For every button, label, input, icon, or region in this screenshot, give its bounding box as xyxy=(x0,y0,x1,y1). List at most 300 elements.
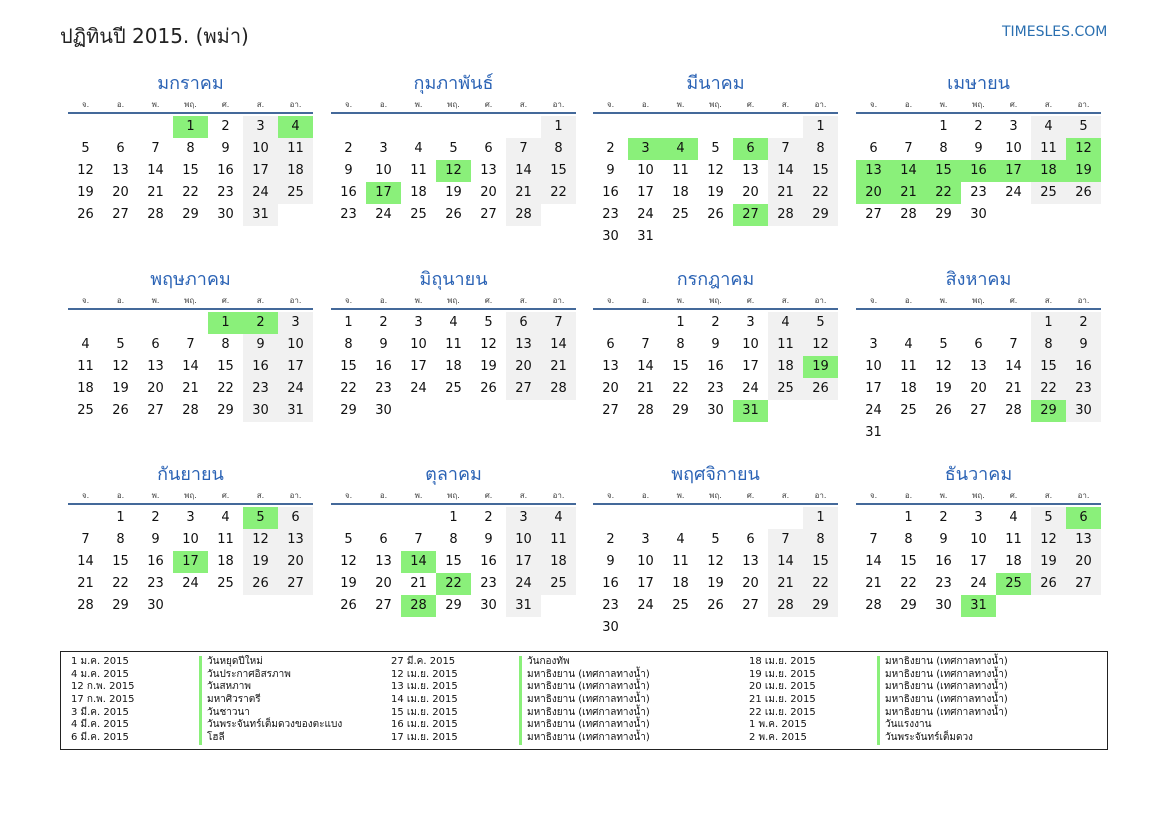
day-cell: 23 xyxy=(147,576,164,591)
day-cell: 30 xyxy=(602,620,619,635)
page-title: ปฏิทินปี 2015. (พม่า) xyxy=(60,24,249,48)
day-cell: 12 xyxy=(480,337,497,352)
weekday-label: ส. xyxy=(519,296,528,305)
day-cell: 12 xyxy=(1031,529,1066,551)
day-cell: 1 xyxy=(939,119,948,134)
holiday-day-cell: 18 xyxy=(1031,160,1066,182)
day-cell: 19 xyxy=(707,576,724,591)
day-cell: 19 xyxy=(243,551,278,573)
day-cell: 16 xyxy=(602,576,619,591)
weekday-header xyxy=(68,489,313,505)
day-cell: 25 xyxy=(672,598,689,613)
empty-cell xyxy=(768,507,803,529)
weekday-label: จ. xyxy=(869,100,878,109)
day-cell: 24 xyxy=(637,207,654,222)
holiday-date: 4 มี.ค. 2015 xyxy=(71,719,129,731)
holiday-name: มหาธิงยาน (เทศกาลทางน้ำ) xyxy=(519,669,650,682)
day-cell: 3 xyxy=(746,315,755,330)
empty-cell xyxy=(628,507,663,529)
weekday-label: อ. xyxy=(116,491,125,500)
holiday-name: มหาธิงยาน (เทศกาลทางน้ำ) xyxy=(877,669,1008,682)
holiday-date: 6 มี.ค. 2015 xyxy=(71,732,129,744)
day-cell: 10 xyxy=(506,529,541,551)
weekday-label: ศ. xyxy=(746,100,755,109)
day-cell: 14 xyxy=(182,359,199,374)
day-cell: 19 xyxy=(112,381,129,396)
day-cell: 10 xyxy=(410,337,427,352)
weekday-header xyxy=(331,489,576,505)
day-cell: 30 xyxy=(1066,400,1101,422)
holiday-name: มหาศิวราตรี xyxy=(199,694,261,707)
day-cell: 23 xyxy=(1066,378,1101,400)
day-cell: 18 xyxy=(672,185,689,200)
day-cell: 8 xyxy=(449,532,458,547)
day-cell: 26 xyxy=(707,598,724,613)
day-cell: 23 xyxy=(480,576,497,591)
day-cell: 7 xyxy=(904,141,913,156)
weekday-label: อา. xyxy=(289,100,302,109)
day-cell: 5 xyxy=(711,141,720,156)
day-cell: 12 xyxy=(707,163,724,178)
day-cell: 11 xyxy=(1031,138,1066,160)
month-calendar xyxy=(593,70,838,248)
holiday-date: 1 พ.ค. 2015 xyxy=(749,719,807,731)
day-cell: 5 xyxy=(1066,116,1101,138)
day-cell: 17 xyxy=(410,359,427,374)
weekday-label: พฤ. xyxy=(972,491,985,500)
holiday-date: 4 ม.ค. 2015 xyxy=(71,668,129,680)
day-cell: 24 xyxy=(742,381,759,396)
holiday-date: 12 เม.ย. 2015 xyxy=(391,668,458,680)
weekday-label: พ. xyxy=(676,491,685,500)
day-cell: 31 xyxy=(637,229,654,244)
day-cell: 24 xyxy=(410,381,427,396)
day-cell: 13 xyxy=(480,163,497,178)
holiday-date: 21 เม.ย. 2015 xyxy=(749,694,816,706)
weekday-label: อ. xyxy=(641,296,650,305)
day-cell: 11 xyxy=(410,163,427,178)
day-cell: 17 xyxy=(506,551,541,573)
day-cell: 20 xyxy=(480,185,497,200)
day-cell: 20 xyxy=(278,551,313,573)
holiday-day-cell: 25 xyxy=(996,573,1031,595)
weekday-label: อ. xyxy=(641,491,650,500)
holiday-day-cell: 22 xyxy=(926,182,961,204)
day-cell: 5 xyxy=(116,337,125,352)
day-cell: 14 xyxy=(1005,359,1022,374)
day-cell: 16 xyxy=(707,359,724,374)
empty-cell xyxy=(856,312,891,334)
weekday-label: ส. xyxy=(256,491,265,500)
weekday-label: จ. xyxy=(606,491,615,500)
day-cell: 3 xyxy=(186,510,195,525)
day-cell: 27 xyxy=(742,598,759,613)
day-grid xyxy=(856,116,1101,226)
weekday-header xyxy=(331,98,576,114)
empty-cell xyxy=(138,312,173,334)
day-cell: 3 xyxy=(1009,119,1018,134)
holiday-day-cell: 15 xyxy=(926,160,961,182)
holiday-date: 27 มี.ค. 2015 xyxy=(391,656,456,667)
day-cell: 23 xyxy=(375,381,392,396)
day-cell: 29 xyxy=(445,598,462,613)
month-name: มกราคม xyxy=(157,73,224,94)
day-cell: 5 xyxy=(449,141,458,156)
day-cell: 3 xyxy=(869,337,878,352)
day-cell: 29 xyxy=(340,403,357,418)
day-cell: 11 xyxy=(541,529,576,551)
day-cell: 8 xyxy=(803,138,838,160)
day-cell: 31 xyxy=(865,425,882,440)
day-cell: 21 xyxy=(147,185,164,200)
weekday-label: อา. xyxy=(289,491,302,500)
day-cell: 14 xyxy=(506,160,541,182)
day-cell: 19 xyxy=(935,381,952,396)
weekday-label: ส. xyxy=(1044,296,1053,305)
day-cell: 19 xyxy=(480,359,497,374)
day-cell: 18 xyxy=(672,576,689,591)
day-cell: 21 xyxy=(506,182,541,204)
day-cell: 22 xyxy=(803,573,838,595)
day-cell: 3 xyxy=(414,315,423,330)
holiday-name: วันแรงงาน xyxy=(877,719,931,732)
holiday-day-cell: 16 xyxy=(961,160,996,182)
day-cell: 19 xyxy=(445,185,462,200)
empty-cell xyxy=(698,507,733,529)
day-cell: 25 xyxy=(278,182,313,204)
holiday-day-cell: 17 xyxy=(366,182,401,204)
holiday-name: วันพระจันทร์เต็มดวง xyxy=(877,732,973,745)
holiday-name: โฮลี xyxy=(199,732,225,745)
month-name: มีนาคม xyxy=(686,73,745,94)
day-cell: 13 xyxy=(970,359,987,374)
day-cell: 11 xyxy=(217,532,234,547)
day-cell: 29 xyxy=(672,403,689,418)
day-cell: 25 xyxy=(768,378,803,400)
day-cell: 1 xyxy=(803,507,838,529)
day-cell: 25 xyxy=(445,381,462,396)
day-cell: 9 xyxy=(484,532,493,547)
day-cell: 20 xyxy=(506,356,541,378)
weekday-label: จ. xyxy=(344,296,353,305)
empty-cell xyxy=(593,312,628,334)
weekday-label: ศ. xyxy=(221,100,230,109)
holiday-name: วันกองทัพ xyxy=(519,656,570,669)
day-cell: 21 xyxy=(1005,381,1022,396)
day-cell: 17 xyxy=(970,554,987,569)
weekday-label: อา. xyxy=(1077,491,1090,500)
holiday-day-cell: 3 xyxy=(628,138,663,160)
day-cell: 11 xyxy=(77,359,94,374)
weekday-label: พฤ. xyxy=(972,100,985,109)
holiday-legend xyxy=(60,651,1108,750)
month-name: กุมภาพันธ์ xyxy=(413,73,494,94)
day-cell: 22 xyxy=(900,576,917,591)
holiday-name: วันสหภาพ xyxy=(199,681,251,694)
day-cell: 12 xyxy=(77,163,94,178)
day-grid xyxy=(331,116,576,226)
day-cell: 8 xyxy=(1031,334,1066,356)
weekday-label: อา. xyxy=(814,296,827,305)
day-grid xyxy=(593,312,838,422)
weekday-label: ศ. xyxy=(746,296,755,305)
weekday-label: จ. xyxy=(81,491,90,500)
day-cell: 25 xyxy=(541,573,576,595)
holiday-date: 16 เม.ย. 2015 xyxy=(391,719,458,731)
day-cell: 13 xyxy=(1066,529,1101,551)
day-cell: 6 xyxy=(869,141,878,156)
holiday-date: 1 ม.ค. 2015 xyxy=(71,656,129,667)
empty-cell xyxy=(768,116,803,138)
weekday-label: พฤ. xyxy=(709,296,722,305)
weekday-label: จ. xyxy=(606,100,615,109)
day-cell: 1 xyxy=(676,315,685,330)
day-cell: 26 xyxy=(1031,573,1066,595)
day-cell: 26 xyxy=(77,207,94,222)
day-cell: 7 xyxy=(186,337,195,352)
day-cell: 21 xyxy=(410,576,427,591)
weekday-label: พฤ. xyxy=(184,100,197,109)
weekday-label: อา. xyxy=(552,296,565,305)
day-cell: 31 xyxy=(506,595,541,617)
month-calendar xyxy=(68,70,313,226)
day-grid xyxy=(593,507,838,639)
day-cell: 15 xyxy=(112,554,129,569)
day-cell: 30 xyxy=(217,207,234,222)
day-cell: 1 xyxy=(449,510,458,525)
weekday-label: อา. xyxy=(1077,100,1090,109)
weekday-label: ศ. xyxy=(1009,100,1018,109)
day-cell: 11 xyxy=(672,163,689,178)
empty-cell xyxy=(401,507,436,529)
weekday-label: อ. xyxy=(116,296,125,305)
day-cell: 6 xyxy=(116,141,125,156)
day-cell: 5 xyxy=(1031,507,1066,529)
empty-cell xyxy=(68,507,103,529)
day-cell: 16 xyxy=(243,356,278,378)
day-cell: 14 xyxy=(637,359,654,374)
weekday-label: ศ. xyxy=(221,491,230,500)
day-cell: 12 xyxy=(935,359,952,374)
day-cell: 24 xyxy=(243,182,278,204)
month-calendar xyxy=(856,266,1101,444)
weekday-label: จ. xyxy=(344,491,353,500)
day-cell: 16 xyxy=(602,185,619,200)
holiday-name: วันหยุดปีใหม่ xyxy=(199,656,263,669)
day-cell: 13 xyxy=(506,334,541,356)
holiday-date: 22 เม.ย. 2015 xyxy=(749,706,816,718)
day-cell: 6 xyxy=(974,337,983,352)
empty-cell xyxy=(436,116,471,138)
empty-cell xyxy=(856,116,891,138)
day-cell: 16 xyxy=(375,359,392,374)
day-cell: 4 xyxy=(81,337,90,352)
holiday-day-cell: 17 xyxy=(996,160,1031,182)
weekday-label: อ. xyxy=(904,491,913,500)
empty-cell xyxy=(628,312,663,334)
holiday-date: 2 พ.ค. 2015 xyxy=(749,732,807,744)
weekday-header xyxy=(856,489,1101,505)
holiday-date: 17 ก.พ. 2015 xyxy=(71,694,135,706)
day-cell: 17 xyxy=(865,381,882,396)
day-cell: 8 xyxy=(116,532,125,547)
weekday-label: ส. xyxy=(256,100,265,109)
day-cell: 22 xyxy=(182,185,199,200)
day-cell: 28 xyxy=(637,403,654,418)
day-cell: 27 xyxy=(375,598,392,613)
day-cell: 17 xyxy=(278,356,313,378)
day-cell: 24 xyxy=(375,207,392,222)
weekday-label: อา. xyxy=(814,491,827,500)
day-cell: 26 xyxy=(935,403,952,418)
day-cell: 13 xyxy=(742,163,759,178)
day-cell: 2 xyxy=(344,141,353,156)
holiday-date: 14 เม.ย. 2015 xyxy=(391,694,458,706)
day-cell: 23 xyxy=(935,576,952,591)
day-cell: 18 xyxy=(1005,554,1022,569)
day-cell: 20 xyxy=(742,185,759,200)
day-cell: 10 xyxy=(182,532,199,547)
weekday-label: ศ. xyxy=(221,296,230,305)
holiday-day-cell: 6 xyxy=(1066,507,1101,529)
day-cell: 23 xyxy=(602,207,619,222)
day-cell: 28 xyxy=(147,207,164,222)
day-cell: 6 xyxy=(484,141,493,156)
site-link[interactable]: TIMESLES.COM xyxy=(1002,24,1108,40)
day-cell: 6 xyxy=(278,507,313,529)
day-cell: 23 xyxy=(602,598,619,613)
day-cell: 12 xyxy=(112,359,129,374)
day-cell: 14 xyxy=(768,551,803,573)
day-cell: 26 xyxy=(340,598,357,613)
holiday-day-cell: 1 xyxy=(173,116,208,138)
day-cell: 2 xyxy=(221,119,230,134)
day-cell: 20 xyxy=(112,185,129,200)
day-cell: 29 xyxy=(217,403,234,418)
day-cell: 11 xyxy=(672,554,689,569)
empty-cell xyxy=(593,116,628,138)
day-cell: 26 xyxy=(1066,182,1101,204)
day-cell: 7 xyxy=(768,529,803,551)
weekday-label: พ. xyxy=(939,296,948,305)
holiday-name: มหาธิงยาน (เทศกาลทางน้ำ) xyxy=(877,681,1008,694)
day-cell: 15 xyxy=(803,551,838,573)
day-cell: 13 xyxy=(278,529,313,551)
day-cell: 3 xyxy=(641,532,650,547)
day-cell: 27 xyxy=(147,403,164,418)
holiday-date: 20 เม.ย. 2015 xyxy=(749,681,816,693)
day-cell: 27 xyxy=(1066,573,1101,595)
day-cell: 7 xyxy=(768,138,803,160)
day-cell: 26 xyxy=(243,573,278,595)
day-cell: 18 xyxy=(900,381,917,396)
weekday-label: อ. xyxy=(904,100,913,109)
weekday-label: ส. xyxy=(781,296,790,305)
day-cell: 21 xyxy=(541,356,576,378)
day-cell: 15 xyxy=(900,554,917,569)
holiday-name: มหาธิงยาน (เทศกาลทางน้ำ) xyxy=(877,656,1008,669)
day-cell: 14 xyxy=(768,160,803,182)
day-cell: 8 xyxy=(541,138,576,160)
day-cell: 24 xyxy=(865,403,882,418)
weekday-label: พฤ. xyxy=(709,100,722,109)
weekday-header xyxy=(68,98,313,114)
day-cell: 18 xyxy=(77,381,94,396)
day-cell: 2 xyxy=(974,119,983,134)
day-cell: 29 xyxy=(112,598,129,613)
day-cell: 13 xyxy=(742,554,759,569)
day-cell: 24 xyxy=(1005,185,1022,200)
holiday-day-cell: 22 xyxy=(436,573,471,595)
weekday-label: พฤ. xyxy=(184,296,197,305)
day-cell: 28 xyxy=(865,598,882,613)
day-cell: 15 xyxy=(541,160,576,182)
day-cell: 1 xyxy=(116,510,125,525)
day-cell: 28 xyxy=(900,207,917,222)
day-cell: 26 xyxy=(803,378,838,400)
day-cell: 9 xyxy=(974,141,983,156)
day-cell: 5 xyxy=(484,315,493,330)
day-cell: 23 xyxy=(217,185,234,200)
weekday-label: อา. xyxy=(552,100,565,109)
day-cell: 9 xyxy=(606,163,615,178)
weekday-label: พ. xyxy=(414,100,423,109)
day-cell: 5 xyxy=(344,532,353,547)
day-cell: 27 xyxy=(970,403,987,418)
holiday-day-cell: 31 xyxy=(733,400,768,422)
month-name: ตุลาคม xyxy=(425,464,482,485)
holiday-day-cell: 20 xyxy=(856,182,891,204)
holiday-name: วันชาวนา xyxy=(199,707,250,720)
weekday-label: พ. xyxy=(939,491,948,500)
holiday-name: วันประกาศอิสรภาพ xyxy=(199,669,291,682)
day-cell: 3 xyxy=(278,312,313,334)
holiday-date: 3 มี.ค. 2015 xyxy=(71,706,129,718)
empty-cell xyxy=(366,116,401,138)
day-cell: 2 xyxy=(711,315,720,330)
empty-cell xyxy=(663,507,698,529)
weekday-label: ส. xyxy=(1044,491,1053,500)
holiday-name: มหาธิงยาน (เทศกาลทางน้ำ) xyxy=(519,732,650,745)
day-cell: 23 xyxy=(707,381,724,396)
holiday-day-cell: 6 xyxy=(733,138,768,160)
empty-cell xyxy=(593,507,628,529)
month-calendar xyxy=(68,461,313,617)
weekday-label: จ. xyxy=(81,296,90,305)
day-cell: 31 xyxy=(243,204,278,226)
holiday-day-cell: 29 xyxy=(1031,400,1066,422)
day-cell: 5 xyxy=(711,532,720,547)
weekday-label: ศ. xyxy=(1009,296,1018,305)
day-cell: 22 xyxy=(112,576,129,591)
day-cell: 4 xyxy=(676,532,685,547)
empty-cell xyxy=(698,116,733,138)
day-cell: 9 xyxy=(221,141,230,156)
day-cell: 10 xyxy=(637,163,654,178)
month-name: เมษายน xyxy=(947,73,1010,94)
day-cell: 2 xyxy=(606,532,615,547)
holiday-name: วันพระจันทร์เต็มดวงของตะแบง xyxy=(199,719,342,732)
month-calendar xyxy=(856,70,1101,226)
empty-cell xyxy=(628,116,663,138)
day-cell: 18 xyxy=(768,356,803,378)
weekday-label: จ. xyxy=(869,491,878,500)
day-cell: 18 xyxy=(541,551,576,573)
day-cell: 19 xyxy=(340,576,357,591)
weekday-header xyxy=(593,489,838,505)
day-cell: 9 xyxy=(711,337,720,352)
day-cell: 17 xyxy=(243,160,278,182)
